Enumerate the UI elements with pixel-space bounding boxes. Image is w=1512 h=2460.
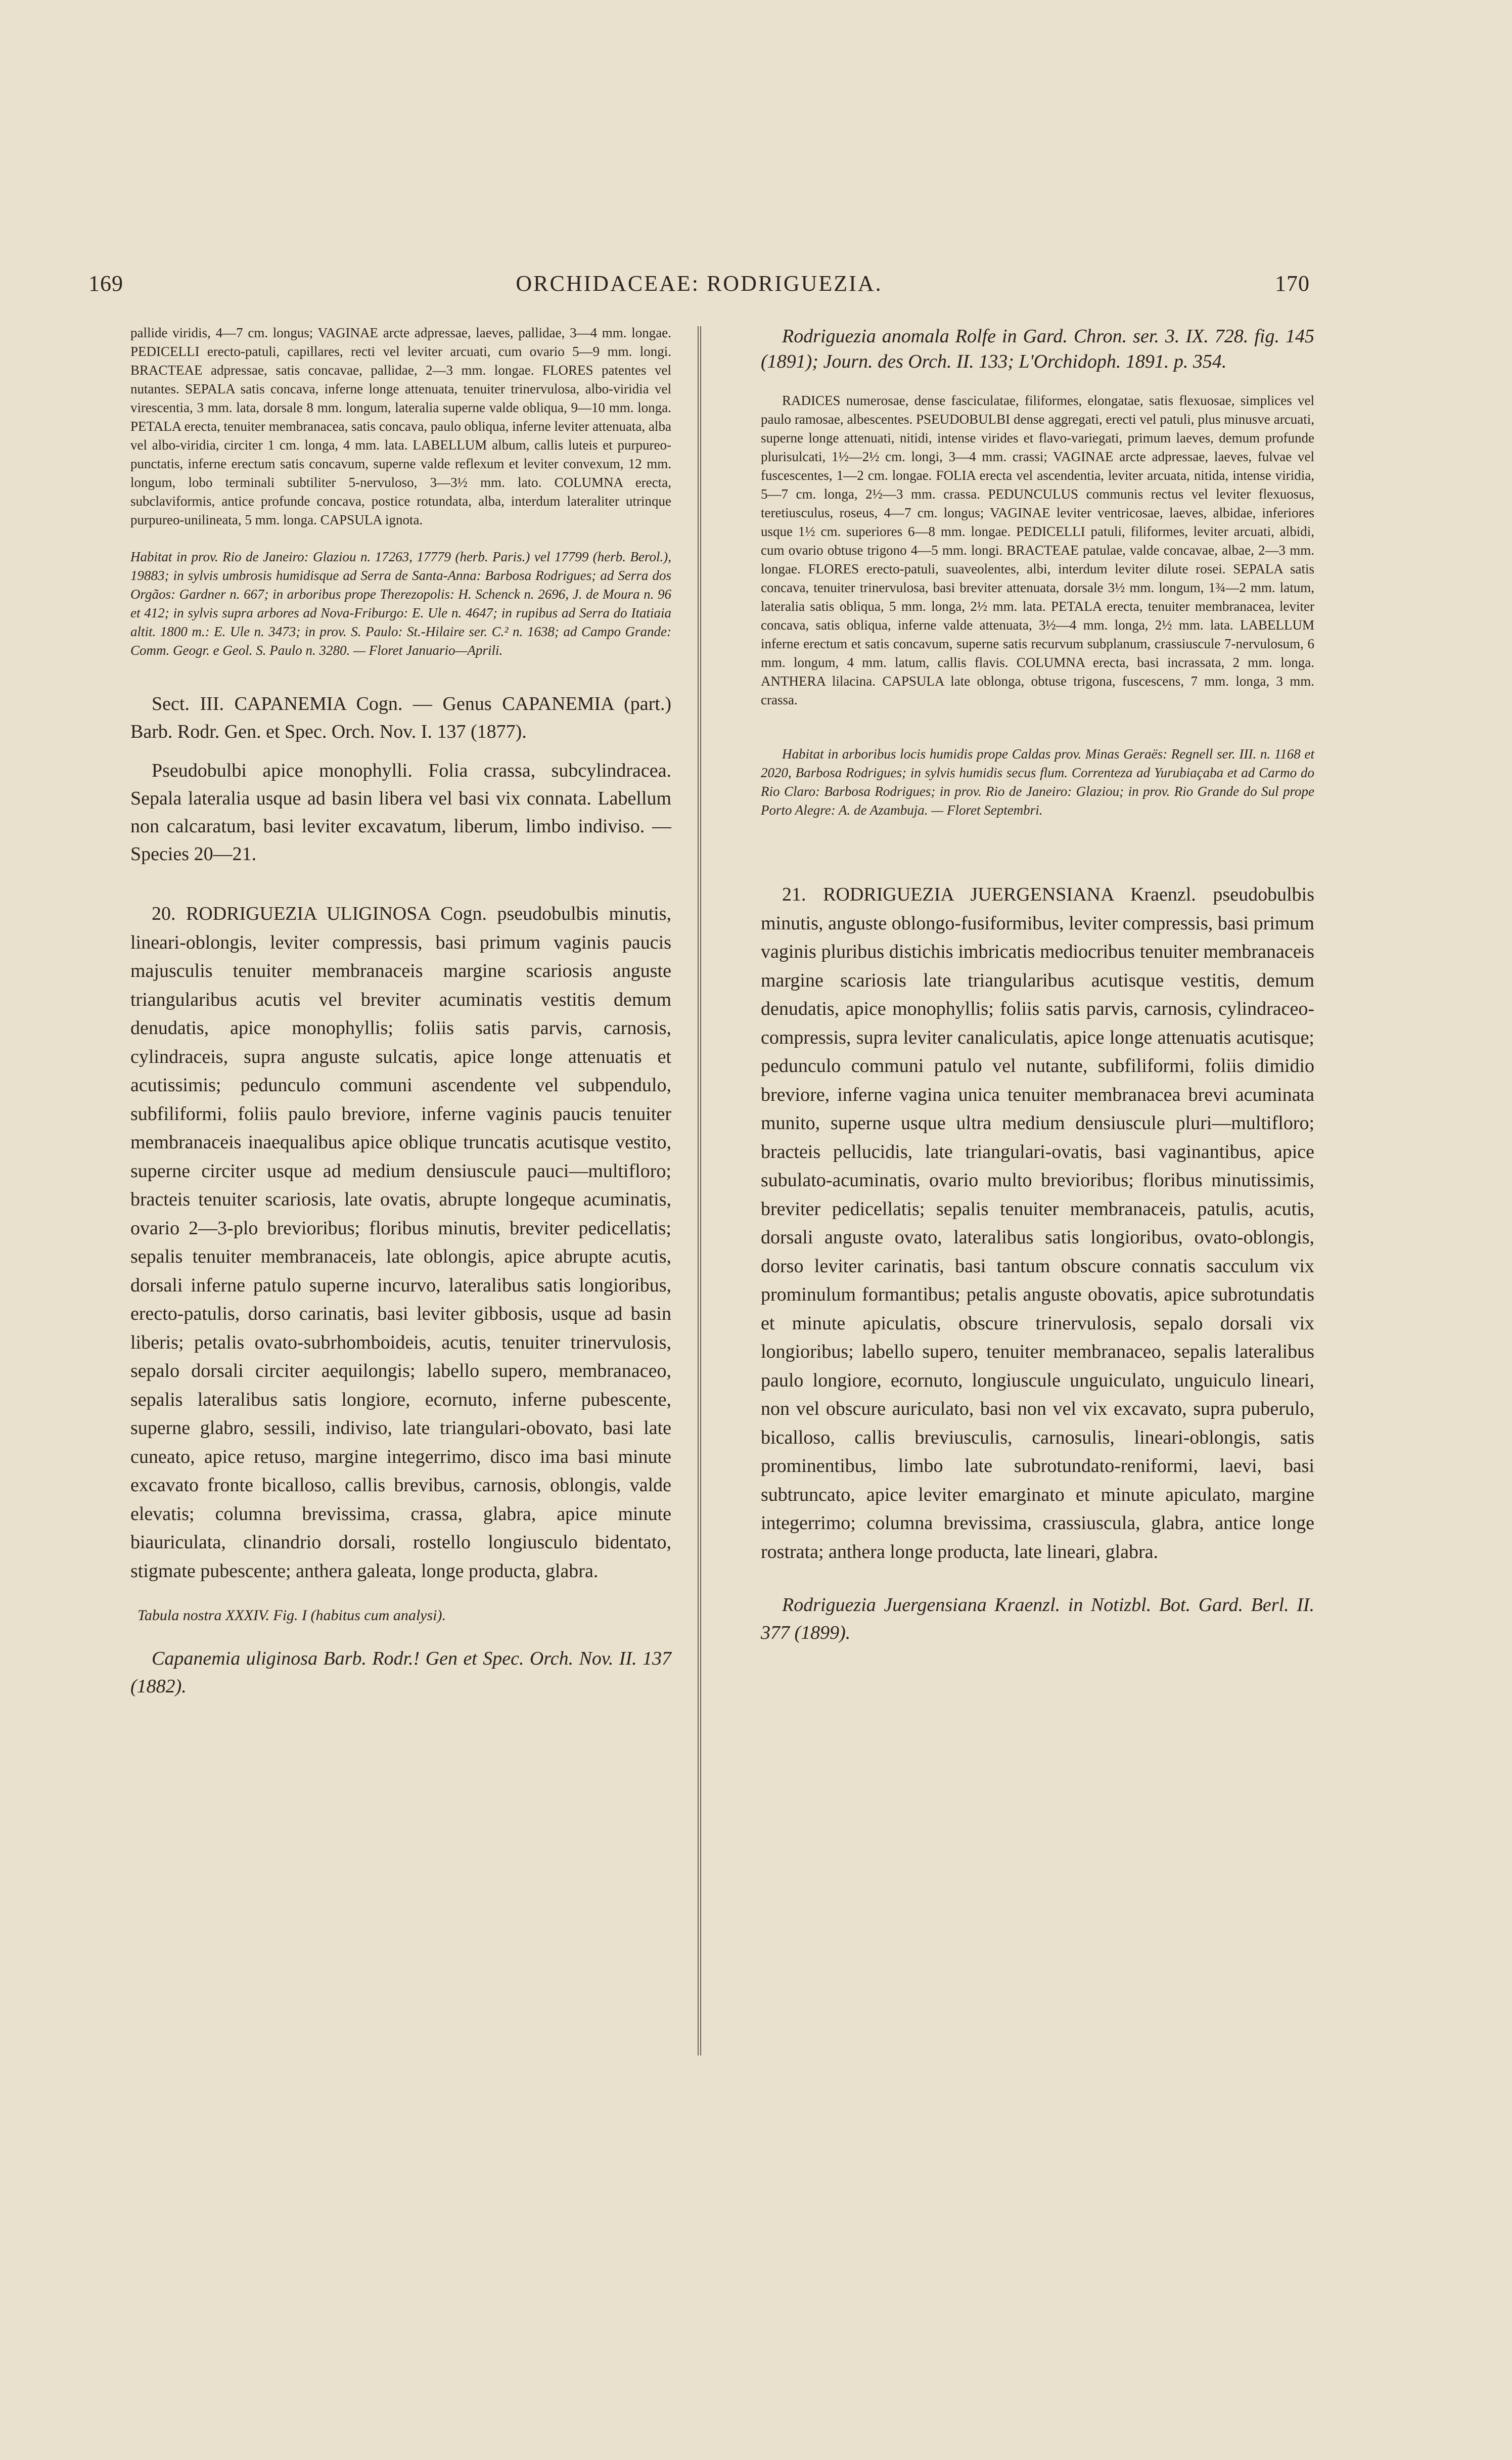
running-title: ORCHIDACEAE: RODRIGUEZIA. (516, 271, 883, 296)
synonym-left: Capanemia uliginosa Barb. Rodr.! Gen et Spec. Orch. Nov. II. 137 (1882). (130, 1648, 671, 1697)
habitat-right: Habitat in arboribus locis humidis prope Caldas prov. Minas Geraës: Regnell ser. III. n. 1168 et 2020, Barbosa Rodrigues; in sylvis humidis secus flum. Correnteza ad Yurubiaçaba et ad Carmo do Rio Claro: Barbosa Rodrigues; in prov. Rio de Janeiro: Glaziou; in prov. Rio Grande do Sul prope Porto Alegre: A. de Azambuja. — Floret Septembri. (761, 746, 1314, 818)
species-20-description: 20. RODRIGUEZIA ULIGINOSA Cogn. pseudobulbis minutis, lineari-oblongis, leviter compressis, basi primum vaginis paucis majusculis tenuiter membranaceis margine scariosis anguste triangularibus acutis vel breviter acuminatis vestitis demum denudatis, apice monophyllis; foliis satis parvis, carnosis, cylindraceis, supra anguste sulcatis, apice longe attenuatis et acutissimis; pedunculo communi ascendente vel subpendulo, subfiliformi, foliis paulo breviore, inferne vaginis paucis tenuiter membranaceis inaequalibus apice oblique truncatis acutisque vestito, superne circiter usque ad medium densiuscule pauci—multifloro; bracteis tenuiter scariosis, late ovatis, abrupte longeque acuminatis, ovario 2—3-plo brevioribus; floribus minutis, breviter pedicellatis; sepalis tenuiter membranaceis, late oblongis, apice abrupte acutis, dorsali inferne patulo superne incurvo, lateralibus satis longioribus, erecto-patulis, dorso carinatis, basi leviter gibbosis, usque ad basin liberis; petalis ovato-subrhomboideis, acutis, tenuiter trinervulosis, sepalo dorsali circiter aequilongis; labello supero, membranaceo, sepalis lateralibus satis longiore, ecornuto, inferne pubescente, superne glabro, sessili, indiviso, late triangulari-obovato, basi late cuneato, apice retuso, margine integerrimo, disco ima basi minute excavato fronte bicalloso, callis brevibus, carnosis, oblongis, valde elevatis; columna brevissima, crassa, glabra, apice minute biauriculata, clinandrio dorsali, rostello longiusculo bidentato, stigmate pubescente; anthera galeata, longe producta, glabra. (130, 903, 671, 1582)
page-number-right: 170 (1275, 271, 1310, 296)
column-divider (698, 326, 701, 2055)
species-21-description: 21. RODRIGUEZIA JUERGENSIANA Kraenzl. pseudobulbis minutis, anguste oblongo-fusiformibus, leviter compressis, basi primum vaginis pluribus distichis imbricatis mediocribus tenuiter membranaceis margine scariosis late triangularibus acutisque vestitis, demum denudatis, apice monophyllis; foliis satis parvis, carnosis, cylindraceo-compressis, supra leviter canaliculatis, apice longe attenuatis acutisque; pedunculo communi patulo vel nutante, subfiliformi, foliis dimidio breviore, inferne vagina unica tenuiter membranacea brevi acuminata munito, superne usque ultra medium densiuscule pluri—multifloro; bracteis pellucidis, late triangulari-ovatis, basi vaginantibus, apice subulato-acuminatis, ovario multo brevioribus; floribus minutissimis, breviter pedicellatis; sepalis tenuiter membranaceis, patulis, acutis, dorsali anguste ovato, lateralibus satis longioribus, ovato-oblongis, dorso leviter carinatis, basi tantum obscure connatis sacculum vix prominulum formantibus; petalis anguste obovatis, apice subrotundatis et minute apiculatis, obscure trinervulosis, sepalo dorsali vix longioribus; labello supero, tenuiter membranaceo, sepalis lateralibus paulo longiore, ecornuto, longiuscule unguiculato, unguiculo lineari, non vel obscure auriculato, basi non vel vix excavato, supra puberulo, bicalloso, callis breviusculis, carnosulis, lineari-oblongis, satis prominentibus, limbo late subrotundato-reniformi, laevi, basi subtruncato, apice leviter emarginato et minute apiculato, margine integerrimo; columna brevissima, crassiuscula, glabra, antice longe rostrata; anthera longe producta, late lineari, glabra. (761, 884, 1314, 1562)
section-heading: Sect. III. CAPANEMIA Cogn. — Genus CAPANEMIA (part.) Barb. Rodr. Gen. et Spec. Orch. Nov. I. 137 (1877). (130, 693, 671, 742)
description-anomala: RADICES numerosae, dense fasciculatae, filiformes, elongatae, satis flexuosae, simplices vel paulo ramosae, albescentes. PSEUDOBULBI dense aggregati, erecti vel patuli, plus minusve arcuati, superne longe attenuati, nitidi, intense virides et flavo-variegati, primum laeves, demum profunde plurisulcati, 1½—2½ cm. longi, 3—4 mm. crassi; VAGINAE arcte adpressae, laeves, fulvae vel fuscescentes, 1—2 cm. longae. FOLIA erecta vel ascendentia, leviter arcuata, nitida, intense viridia, 5—7 cm. longa, 2½—3 mm. crassa. PEDUNCULUS communis rectus vel leviter flexuosus, teretiusculus, roseus, 4—7 cm. longus; VAGINAE leviter ventricosae, laeves, albidae, inferiores usque 1½ cm. superiores 6—8 mm. longae. PEDICELLI patuli, filiformes, leviter arcuati, albidi, cum ovario obtuse trigono 4—5 mm. longi. BRACTEAE patulae, valde concavae, albae, 2—3 mm. longae. FLORES erecto-patuli, suaveolentes, albi, interdum leviter dilute rosei. SEPALA satis concava, tenuiter trinervulosa, basi breviter attenuata, dorsale 3½ mm. longum, 1¾—2 mm. latum, lateralia satis obliqua, 5 mm. longa, 2½ mm. lata. PETALA erecta, tenuiter membranacea, leviter concava, satis obliqua, inferne valde attenuata, 3½—4 mm. longa, 2½ mm. lata. LABELLUM inferne erectum et satis concavum, superne satis recurvum subplanum, crassiusculе 7-nervulosum, 6 mm. longum, 4 mm. latum, callis flavis. COLUMNA erecta, basi incrassata, 2 mm. longa. ANTHERA lilacina. CAPSULA late oblonga, obtuse trigona, fuscescens, 7 mm. longa, 3 mm. crassa. (761, 393, 1314, 707)
section-diagnosis: Pseudobulbi apice monophylli. Folia crassa, subcylindracea. Sepala lateralia usque ad basin libera vel basi vix connata. Labellum non calcaratum, basi leviter excavatum, liberum, limbo indiviso. — Species 20—21. (130, 760, 671, 865)
description-continued: pallide viridis, 4—7 cm. longus; VAGINAE arcte adpressae, laeves, pallidae, 3—4 mm. longae. PEDICELLI erecto-patuli, capillares, recti vel leviter arcuati, cum ovario 5—9 mm. longi. BRACTEAE adpressae, satis concavae, pallidae, 2—3 mm. longae. FLORES patentes vel nutantes. SEPALA satis concava, inferne longe attenuata, tenuiter trinervulosa, albo-viridia vel virescentia, 3 mm. lata, dorsale 8 mm. longum, lateralia superne valde obliqua, 9—10 mm. longa. PETALA erecta, tenuiter membranacea, satis concava, paulo obliqua, inferne leviter attenuata, alba vel albo-viridia, circiter 1 cm. longa, 4 mm. lata. LABELLUM album, callis luteis et purpureo-punctatis, inferne erectum satis concavum, superne valde reflexum et leviter convexum, 12 mm. longum, lobo terminali subtiliter 5-nervuloso, 3—3½ mm. lato. COLUMNA erecta, subclaviformis, antice profunde concava, postice rotundata, alba, interdum lateraliter utrinque purpureo-unilineata, 5 mm. longa. CAPSULA ignota. (130, 325, 671, 527)
plate-reference: Tabula nostra XXXIV. Fig. I (habitus cum analysi). (138, 1607, 446, 1624)
habitat-left: Habitat in prov. Rio de Janeiro: Glaziou n. 17263, 17779 (herb. Paris.) vel 17799 (herb. Berol.), 19883; in sylvis umbrosis humidisque ad Serra de Santa-Anna: Barbosa Rodrigues; ad Serra dos Orgãos: Gardner n. 667; in arboribus prope Therezopolis: H. Schenck n. 2696, J. de Moura n. 96 et 412; in sylvis supra arbores ad Nova-Friburgo: E. Ule n. 4647; in rupibus ad Serra do Itatiaia altit. 1800 m.: E. Ule n. 3473; in prov. S. Paulo: St.-Hilaire ser. C.² n. 1638; ad Campo Grande: Comm. Geogr. e Geol. S. Paulo n. 3280. — Floret Januario—Aprili. (130, 549, 671, 658)
citation-anomala: Rodriguezia anomala Rolfe in Gard. Chron. ser. 3. IX. 728. fig. 145 (1891); Journ. des Orch. II. 133; L'Orchidoph. 1891. p. 354. (761, 326, 1314, 372)
left-column (130, 324, 671, 1701)
synonym-right: Rodriguezia Juergensiana Kraenzl. in Notizbl. Bot. Gard. Berl. II. 377 (1899). (761, 1594, 1314, 1643)
page-header (88, 271, 1310, 311)
right-column (761, 324, 1314, 1647)
page-number-left: 169 (88, 271, 123, 296)
